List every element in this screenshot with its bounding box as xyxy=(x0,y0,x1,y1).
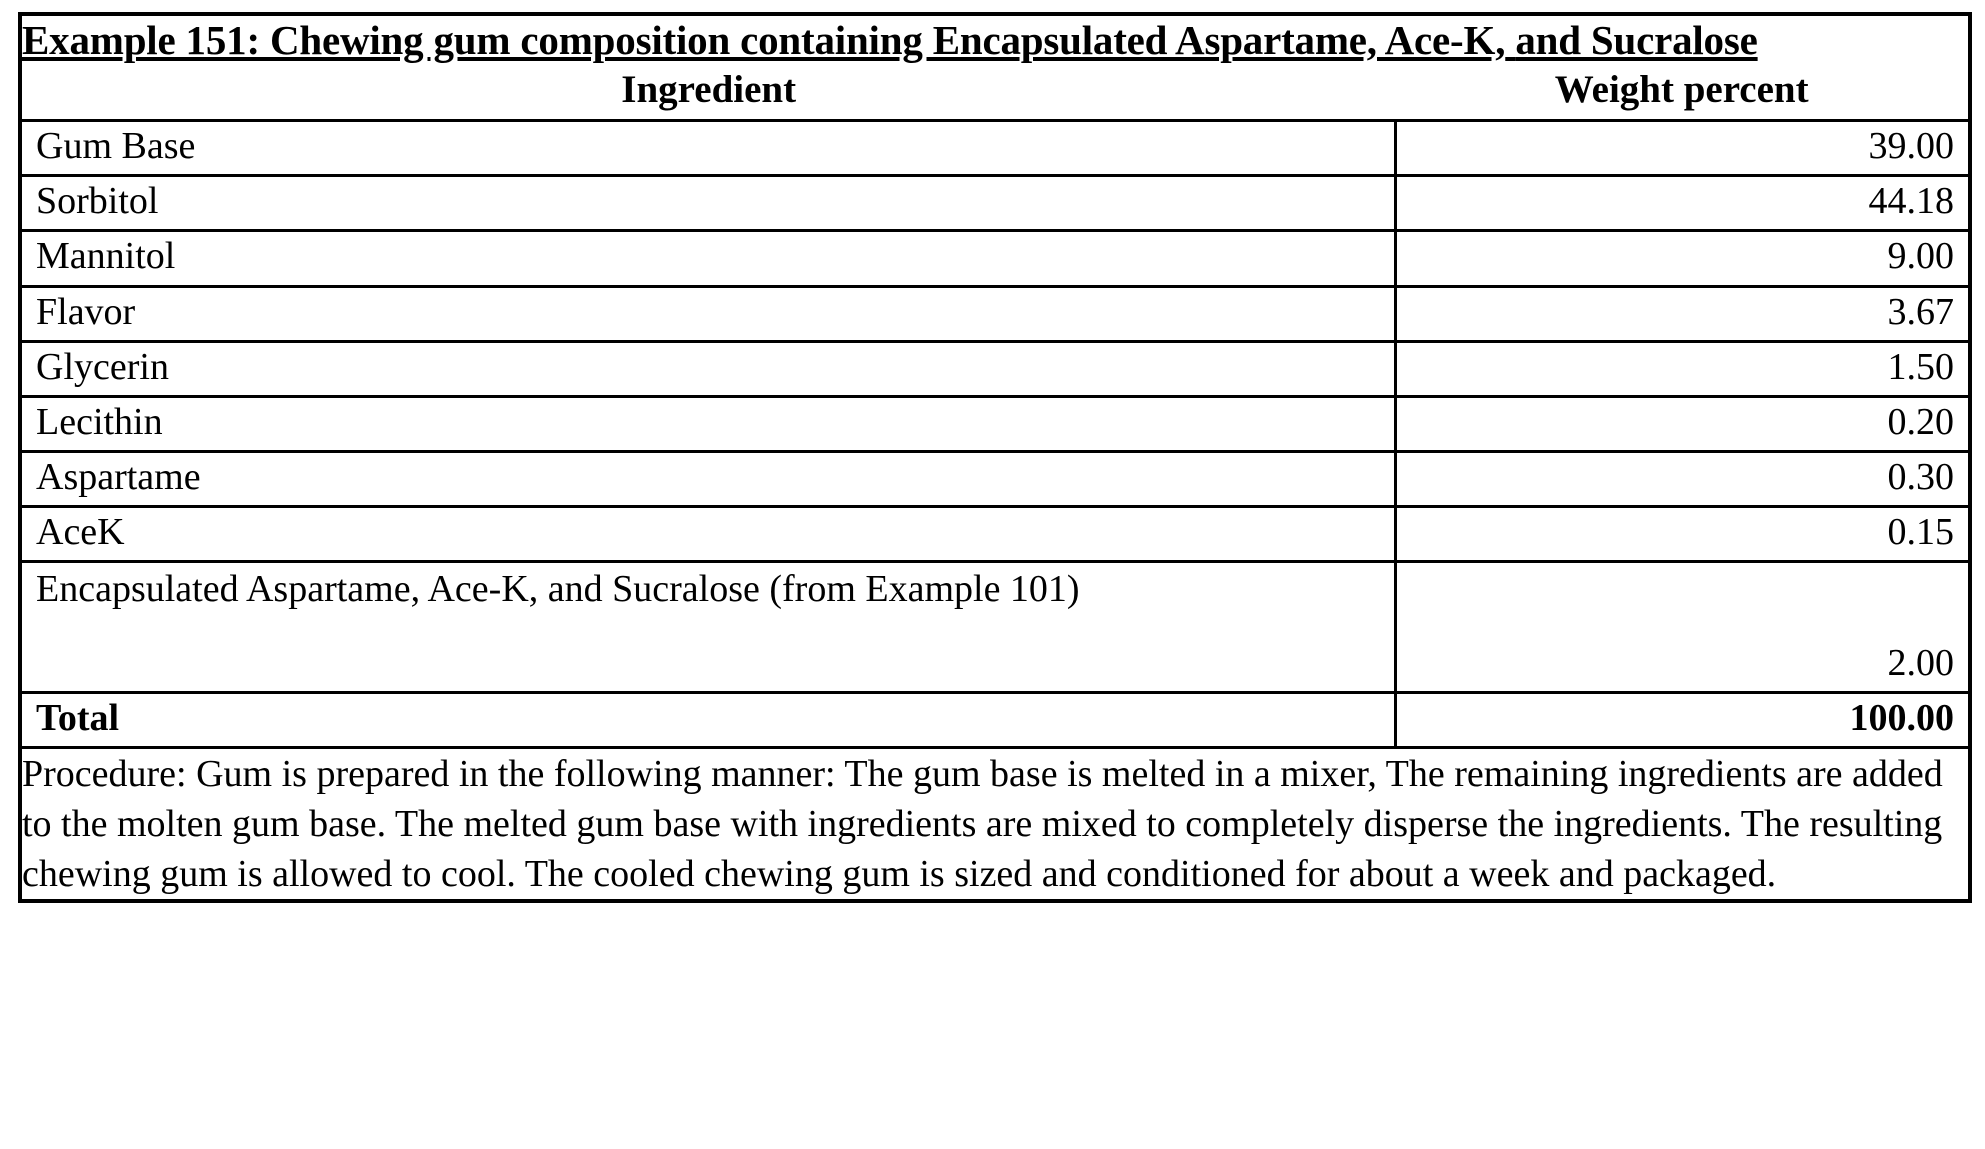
title-line-2: and Sucralose xyxy=(1515,17,1758,63)
table-title-cell xyxy=(20,14,1970,64)
ingredient-weight-percent: 39.00 xyxy=(1395,122,1968,176)
ingredients-grid-body xyxy=(22,122,1968,747)
procedure-cell xyxy=(20,749,1970,901)
ingredient-name: Flavor xyxy=(22,286,1395,341)
example-composition-table xyxy=(18,12,1972,903)
ingredients-grid xyxy=(22,122,1968,749)
ingredient-name: AceK xyxy=(22,506,1395,561)
total-weight-percent: 100.00 xyxy=(1395,692,1968,747)
ingredient-name: Gum Base xyxy=(22,122,1395,176)
column-header-ingredient: Ingredient xyxy=(621,68,797,112)
table-body-row xyxy=(20,121,1970,749)
ingredient-name: Encapsulated Aspartame, Ace-K, and Sucralose (from Example 101) xyxy=(22,561,1395,692)
ingredient-name: Aspartame xyxy=(22,451,1395,506)
ingredient-name: Lecithin xyxy=(22,396,1395,451)
title-line-1: Example 151: Chewing gum composition containing Encapsulated Aspartame, Ace-K, xyxy=(22,17,1506,63)
table-header-cell xyxy=(20,64,1970,120)
procedure-row xyxy=(20,749,1970,901)
ingredient-name: Sorbitol xyxy=(22,176,1395,231)
table-row xyxy=(22,396,1968,451)
table-row xyxy=(22,341,1968,396)
header-band xyxy=(22,64,1968,119)
total-label: Total xyxy=(22,692,1395,747)
ingredient-weight-percent: 3.67 xyxy=(1395,286,1968,341)
table-body-cell xyxy=(20,121,1970,749)
table-row xyxy=(22,561,1968,692)
table-title-row xyxy=(20,14,1970,64)
table-row xyxy=(22,176,1968,231)
ingredient-weight-percent: 0.15 xyxy=(1395,506,1968,561)
table-row xyxy=(22,231,1968,286)
ingredient-weight-percent: 1.50 xyxy=(1395,341,1968,396)
table-header-row xyxy=(20,64,1970,120)
ingredient-weight-percent: 44.18 xyxy=(1395,176,1968,231)
table-row xyxy=(22,451,1968,506)
ingredient-weight-percent: 2.00 xyxy=(1395,561,1968,692)
table-row xyxy=(22,286,1968,341)
ingredient-weight-percent: 0.30 xyxy=(1395,451,1968,506)
page-title xyxy=(22,16,1968,64)
table-total-row xyxy=(22,692,1968,747)
table-row xyxy=(22,506,1968,561)
procedure-text: Procedure: Gum is prepared in the following manner: The gum base is melted in a mixer, The remaining ingredients are added to the molten gum base. The melted gum base with ingredients are mixed to completely disperse the ingredients. The resulting chewing gum is allowed to cool. The cooled chewing gum is sized and conditioned for about a week and packaged. xyxy=(22,753,1943,896)
ingredient-weight-percent: 9.00 xyxy=(1395,231,1968,286)
ingredient-weight-percent: 0.20 xyxy=(1395,396,1968,451)
table-row xyxy=(22,122,1968,176)
ingredient-name: Glycerin xyxy=(22,341,1395,396)
ingredient-name: Mannitol xyxy=(22,231,1395,286)
column-header-weight-percent: Weight percent xyxy=(1554,68,1809,112)
